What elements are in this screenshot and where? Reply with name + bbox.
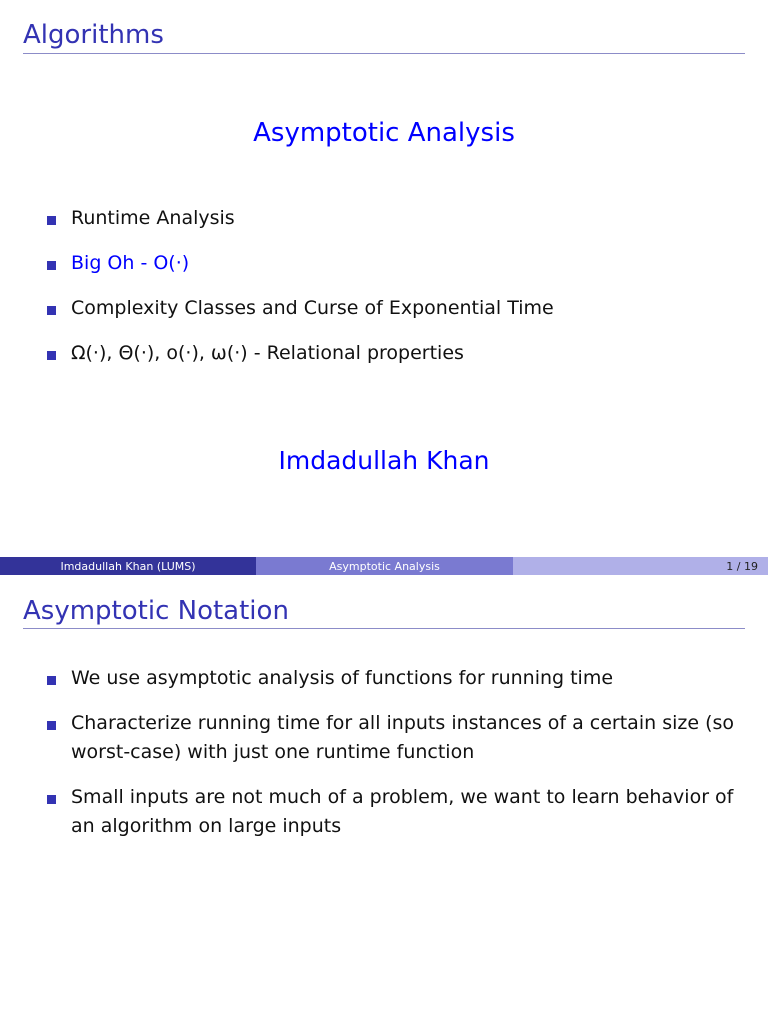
list-item <box>47 249 747 278</box>
author-name: Imdadullah Khan <box>278 446 490 475</box>
footer-page-number: 1 / 19 <box>513 557 768 575</box>
list-item-text: Runtime Analysis <box>71 207 235 229</box>
square-bullet-icon <box>47 261 56 270</box>
slide-footer <box>0 557 768 575</box>
title-rule <box>23 53 745 54</box>
list-item <box>47 294 747 323</box>
list-item-text: Characterize running time for all inputs instances of a certain size (so worst-case) with just one runtime function <box>71 712 735 763</box>
topic-list <box>47 204 747 384</box>
content-list <box>47 664 747 857</box>
square-bullet-icon <box>47 795 56 804</box>
list-item <box>47 664 747 693</box>
footer-title: Asymptotic Analysis <box>256 557 513 575</box>
list-item <box>47 339 747 368</box>
title-rule <box>23 628 745 629</box>
list-item-text: We use asymptotic analysis of functions for running time <box>71 667 614 689</box>
footer-author: Imdadullah Khan (LUMS) <box>0 557 256 575</box>
list-item <box>47 204 747 233</box>
list-item <box>47 783 747 841</box>
list-item <box>47 709 747 767</box>
list-item-text: Big Oh - O(·) <box>71 252 190 274</box>
square-bullet-icon <box>47 351 56 360</box>
list-item-text: Complexity Classes and Curse of Exponential Time <box>71 297 554 319</box>
slide-2 <box>0 576 768 1024</box>
square-bullet-icon <box>47 721 56 730</box>
frame-title: Algorithms <box>23 20 164 50</box>
presentation-title: Asymptotic Analysis <box>253 118 515 148</box>
square-bullet-icon <box>47 306 56 315</box>
square-bullet-icon <box>47 216 56 225</box>
square-bullet-icon <box>47 676 56 685</box>
list-item-text: Ω(·), Θ(·), o(·), ω(·) - Relational properties <box>71 342 464 364</box>
frame-title: Asymptotic Notation <box>23 596 289 626</box>
list-item-text: Small inputs are not much of a problem, we want to learn behavior of an algorithm on large inputs <box>71 786 734 837</box>
